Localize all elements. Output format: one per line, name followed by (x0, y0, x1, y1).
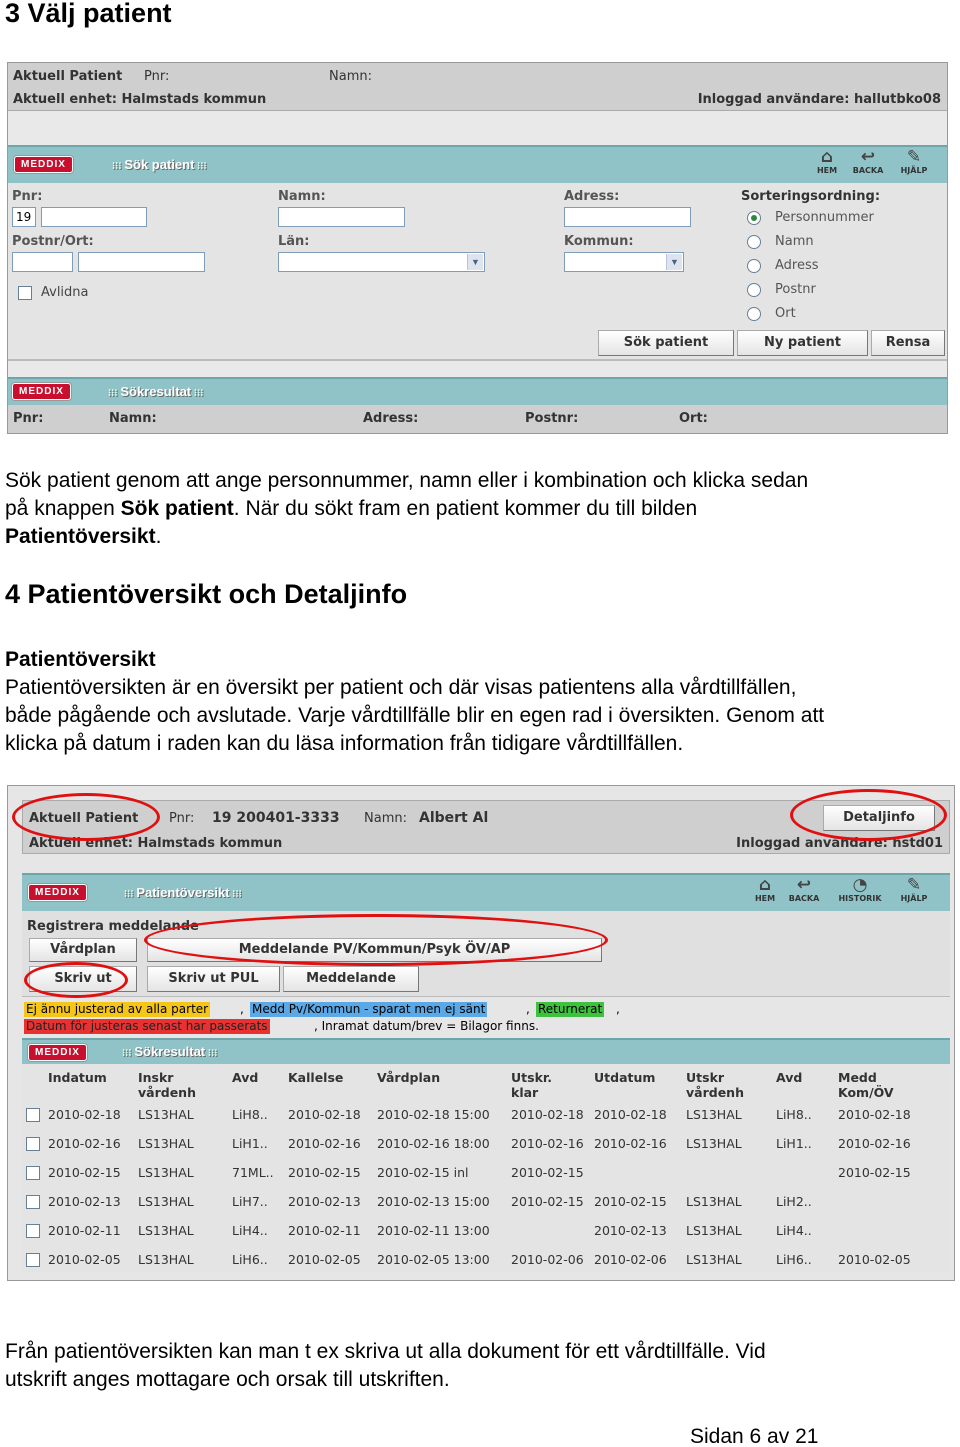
ort-input[interactable] (78, 252, 205, 272)
table-cell: 2010-02-15 (511, 1165, 584, 1180)
register-message-label: Registrera meddelande (27, 919, 199, 934)
table-cell: 2010-02-15 inl (377, 1165, 469, 1180)
table-cell: 2010-02-18 (594, 1107, 667, 1122)
sort-option-label: Postnr (775, 282, 816, 297)
table-cell: LS13HAL (686, 1252, 742, 1267)
legend-separator: , (616, 1002, 620, 1016)
search-panel-header (8, 145, 948, 183)
help-icon[interactable]: ✎ HJÄLP (900, 875, 928, 903)
avlidna-checkbox[interactable] (18, 286, 32, 300)
text-line: på knappen Sök patient. När du sökt fram en patient kommer du till bilden (5, 497, 698, 520)
name-field-label: Namn: (278, 189, 326, 204)
kommun-select[interactable] (564, 252, 684, 272)
table-cell: LiH1.. (776, 1136, 812, 1151)
table-cell: LiH6.. (232, 1252, 268, 1267)
column-header[interactable]: Avd (776, 1070, 803, 1085)
legend-yellow: Ej ännu justerad av alla parter (26, 1002, 209, 1016)
visit-table (22, 1070, 950, 1274)
dots-icon: ⁝⁝⁝ (108, 388, 121, 399)
table-cell: 2010-02-16 (511, 1136, 584, 1151)
table-header-row (22, 1070, 950, 1100)
row-checkbox-cell (22, 1129, 44, 1158)
overview-description (5, 646, 960, 758)
result-panel-title: ⁝⁝⁝ Sökresultat ⁝⁝⁝ (108, 384, 204, 399)
text-line: Från patientöversikten kan man t ex skriva ut alla dokument för ett vårdtillfälle. Vid (5, 1340, 766, 1363)
column-header[interactable]: Kallelse (288, 1070, 344, 1085)
table-cell: LiH8.. (776, 1107, 812, 1122)
text-line: utskrift anges mottagare och orsak till utskriften. (5, 1368, 450, 1391)
column-header[interactable]: Postnr: (525, 411, 579, 426)
address-field-label: Adress: (564, 189, 620, 204)
column-header[interactable]: Ort: (679, 411, 708, 426)
column-header[interactable]: Namn: (109, 411, 157, 426)
meddix-logo: MEDDIX (28, 1044, 87, 1061)
table-cell: 2010-02-16 (838, 1136, 911, 1151)
pnr-century-input[interactable]: 19 (12, 207, 36, 227)
legend-blue: Medd Pv/Kommun - sparat men ej sänt (252, 1002, 486, 1016)
result-panel-header (8, 377, 948, 405)
legend-green: Returnerat (538, 1002, 603, 1016)
table-cell: 2010-02-05 (288, 1252, 361, 1267)
table-cell[interactable]: 2010-02-15 (48, 1165, 121, 1180)
row-checkbox-cell (22, 1187, 44, 1216)
table-cell: 2010-02-05 (838, 1252, 911, 1267)
history-icon[interactable]: ◔ HISTORIK (838, 875, 882, 903)
message-pv-button[interactable]: Meddelande PV/Kommun/Psyk ÖV/AP (147, 938, 602, 962)
table-cell: LS13HAL (686, 1223, 742, 1238)
text-line: Sök patient genom att ange personnummer, namn eller i kombination och klicka sedan (5, 469, 809, 492)
table-cell: 2010-02-15 (288, 1165, 361, 1180)
result-panel-header (22, 1038, 950, 1064)
current-patient-label: Aktuell Patient (29, 811, 139, 826)
sort-radio-adress[interactable] (747, 259, 761, 273)
table-cell: LiH4.. (232, 1223, 268, 1238)
current-patient-label: Aktuell Patient (13, 69, 123, 84)
column-header[interactable]: Utskr. klar (511, 1070, 553, 1100)
table-cell: LS13HAL (686, 1194, 742, 1209)
table-cell (507, 1216, 590, 1245)
table-cell: 2010-02-18 15:00 (377, 1107, 490, 1122)
table-cell: LiH6.. (776, 1252, 812, 1267)
name-value: Albert Al (419, 810, 489, 826)
column-header[interactable]: Pnr: (13, 411, 44, 426)
table-cell: 2010-02-16 (288, 1136, 361, 1151)
row-checkbox-cell (22, 1158, 44, 1187)
result-table-area (22, 1064, 950, 1272)
vardplan-button[interactable]: Vårdplan (29, 938, 137, 962)
name-input[interactable] (278, 207, 405, 227)
meddix-logo: MEDDIX (14, 156, 73, 173)
sort-order-title: Sorteringsordning: (741, 189, 881, 204)
current-unit: Aktuell enhet: Halmstads kommun (29, 836, 283, 851)
section-heading-3: 3 Välj patient (5, 0, 172, 28)
highlight-ring (12, 793, 160, 841)
pnr-label: Pnr: (169, 811, 195, 826)
search-panel-title: ⁝⁝⁝ Sök patient ⁝⁝⁝ (112, 157, 207, 172)
dots-icon: ⁝⁝⁝ (112, 161, 125, 172)
dots-icon: ⁝⁝⁝ (191, 388, 204, 399)
status-legend (24, 1002, 948, 1036)
table-cell[interactable]: 2010-02-13 (48, 1194, 121, 1209)
table-cell: 2010-02-15 (838, 1165, 911, 1180)
logged-in-user: Inloggad användare: hstd01 (736, 836, 943, 851)
name-label: Namn: (329, 69, 372, 84)
chevron-down-icon: ▼ (666, 254, 682, 270)
avlidna-label: Avlidna (41, 285, 89, 300)
search-instructions (5, 467, 955, 551)
table-cell: 2010-02-13 (594, 1223, 667, 1238)
table-cell: 2010-02-06 (511, 1252, 584, 1267)
row-checkbox-cell (22, 1216, 44, 1245)
table-cell: 2010-02-16 (594, 1136, 667, 1151)
message-button[interactable]: Meddelande (283, 966, 419, 992)
legend-separator: , (240, 1002, 244, 1016)
pnr-label: Pnr: (144, 69, 170, 84)
table-cell[interactable]: 2010-02-18 (48, 1107, 121, 1122)
result-columns (8, 405, 948, 434)
subheading: Patientöversikt (5, 648, 156, 671)
legend-separator: , (526, 1002, 530, 1016)
highlight-ring (790, 789, 947, 841)
postnr-field-label: Postnr/Ort: (12, 234, 94, 249)
table-cell: 2010-02-11 (288, 1223, 361, 1238)
row-checkbox-cell (22, 1245, 44, 1274)
table-cell (834, 1187, 950, 1216)
row-checkbox-cell (22, 1100, 44, 1129)
table-cell: LS13HAL (686, 1107, 742, 1122)
table-cell (834, 1216, 950, 1245)
text-line: både pågående och avslutade. Varje vårdtillfälle blir en egen rad i översikten. Genom att (5, 704, 825, 727)
search-patient-button[interactable]: Sök patient (598, 330, 734, 356)
row-checkbox[interactable] (26, 1253, 40, 1267)
sort-option-label: Namn (775, 234, 814, 249)
legend-attachments-note: , Inramat datum/brev = Bilagor finns. (314, 1019, 539, 1033)
table-cell: 2010-02-13 15:00 (377, 1194, 490, 1209)
dots-icon: ⁝⁝⁝ (205, 1048, 218, 1059)
table-cell[interactable]: 2010-02-16 (48, 1136, 121, 1151)
table-row[interactable] (22, 1216, 950, 1245)
table-cell: LS13HAL (138, 1223, 194, 1238)
table-cell: 2010-02-13 (288, 1194, 361, 1209)
table-cell: 2010-02-11 13:00 (377, 1223, 490, 1238)
dots-icon: ⁝⁝⁝ (194, 161, 207, 172)
table-cell: 2010-02-05 13:00 (377, 1252, 490, 1267)
lan-select[interactable] (278, 252, 485, 272)
meddix-logo: MEDDIX (12, 383, 71, 400)
table-row[interactable] (22, 1129, 950, 1158)
back-icon[interactable]: ↩ BACKA (852, 147, 884, 175)
text-line: Patientöversikten är en översikt per patient och där visas patientens alla vårdtillfällen, (5, 676, 797, 699)
kommun-field-label: Kommun: (564, 234, 634, 249)
table-cell: LiH1.. (232, 1136, 268, 1151)
column-header[interactable]: Inskr vårdenh (138, 1070, 196, 1100)
table-cell: 2010-02-15 (511, 1194, 584, 1209)
highlight-ring (144, 914, 608, 966)
name-label: Namn: (364, 811, 407, 826)
row-checkbox[interactable] (26, 1137, 40, 1151)
table-cell: 2010-02-15 (594, 1194, 667, 1209)
highlight-ring (24, 962, 128, 998)
table-row[interactable] (22, 1158, 950, 1187)
column-header[interactable]: Vårdplan (377, 1070, 441, 1085)
current-patient-bar (8, 63, 948, 111)
address-input[interactable] (564, 207, 691, 227)
home-icon[interactable]: ⌂ HEM (816, 147, 838, 175)
text-line: Patientöversikt. (5, 525, 162, 548)
sort-radio-postnr[interactable] (747, 283, 761, 297)
table-cell: 2010-02-06 (594, 1252, 667, 1267)
table-cell: LS13HAL (138, 1136, 194, 1151)
table-cell: 2010-02-18 (838, 1107, 911, 1122)
row-checkbox[interactable] (26, 1108, 40, 1122)
table-cell (772, 1158, 834, 1187)
search-form (8, 183, 948, 361)
table-cell[interactable]: 2010-02-11 (48, 1223, 121, 1238)
clear-button[interactable]: Rensa (871, 330, 945, 356)
table-cell[interactable]: 2010-02-05 (48, 1252, 121, 1267)
table-cell (590, 1158, 682, 1187)
column-header[interactable]: Indatum (48, 1070, 107, 1085)
overview-panel-header (22, 873, 950, 911)
row-checkbox[interactable] (26, 1195, 40, 1209)
print-pul-button[interactable]: Skriv ut PUL (147, 966, 280, 992)
table-cell: LS13HAL (138, 1194, 194, 1209)
sort-radio-ort[interactable] (747, 307, 761, 321)
sort-radio-namn[interactable] (747, 235, 761, 249)
new-patient-button[interactable]: Ny patient (737, 330, 868, 356)
table-cell: 71ML.. (232, 1165, 274, 1180)
table-cell (682, 1158, 772, 1187)
table-cell: LiH7.. (232, 1194, 268, 1209)
column-header[interactable]: Medd Kom/ÖV (838, 1070, 894, 1100)
sort-option-label: Personnummer (775, 210, 874, 225)
search-patient-screenshot (7, 62, 948, 434)
table-cell: 2010-02-16 18:00 (377, 1136, 490, 1151)
row-checkbox[interactable] (26, 1166, 40, 1180)
print-instructions (5, 1338, 955, 1394)
table-cell: 2010-02-18 (288, 1107, 361, 1122)
help-icon[interactable]: ✎ HJÄLP (900, 147, 928, 175)
section-heading-4: 4 Patientöversikt och Detaljinfo (5, 579, 408, 609)
table-cell: 2010-02-18 (511, 1107, 584, 1122)
logged-in-user: Inloggad användare: hallutbko08 (697, 92, 941, 107)
overview-panel-title: ⁝⁝⁝ Patientöversikt ⁝⁝⁝ (124, 885, 242, 900)
detaljinfo-button[interactable]: Detaljinfo (823, 805, 935, 831)
column-header[interactable]: Utdatum (594, 1070, 656, 1085)
table-cell: LS13HAL (138, 1107, 194, 1122)
home-icon[interactable]: ⌂ HEM (754, 875, 776, 903)
sort-option-label: Ort (775, 306, 796, 321)
chevron-down-icon: ▼ (467, 254, 483, 270)
result-panel-title: ⁝⁝⁝ Sökresultat ⁝⁝⁝ (122, 1044, 218, 1059)
back-icon[interactable]: ↩ BACKA (788, 875, 820, 903)
meddix-logo: MEDDIX (28, 884, 87, 901)
sort-option-label: Adress (775, 258, 819, 273)
patient-overview-screenshot (7, 785, 955, 1281)
table-row[interactable] (22, 1187, 950, 1216)
table-cell: LiH2.. (776, 1194, 812, 1209)
column-header[interactable]: Avd (232, 1070, 259, 1085)
table-row[interactable] (22, 1245, 950, 1274)
column-header[interactable]: Adress: (363, 411, 419, 426)
postnr-input[interactable] (12, 252, 73, 272)
sort-radio-personnummer[interactable] (747, 211, 761, 225)
dots-icon: ⁝⁝⁝ (124, 889, 137, 900)
current-unit: Aktuell enhet: Halmstads kommun (13, 92, 267, 107)
lan-field-label: Län: (278, 234, 310, 249)
dots-icon: ⁝⁝⁝ (229, 889, 242, 900)
dots-icon: ⁝⁝⁝ (122, 1048, 135, 1059)
table-cell: LS13HAL (138, 1252, 194, 1267)
print-button[interactable]: Skriv ut (29, 966, 137, 992)
table-cell: LS13HAL (686, 1136, 742, 1151)
pnr-value: 19 200401-3333 (212, 810, 340, 826)
row-checkbox[interactable] (26, 1224, 40, 1238)
text-line: klicka på datum i raden kan du läsa information från tidigare vårdtillfällen. (5, 732, 684, 755)
pnr-input[interactable] (41, 207, 147, 227)
page-number: Sidan 6 av 21 (690, 1425, 819, 1447)
pnr-field-label: Pnr: (12, 189, 43, 204)
column-header[interactable]: Utskr vårdenh (686, 1070, 744, 1100)
table-cell: LiH8.. (232, 1107, 268, 1122)
legend-red: Datum för justeras senast har passerats (26, 1019, 268, 1033)
table-row[interactable] (22, 1100, 950, 1129)
table-cell: LiH4.. (776, 1223, 812, 1238)
table-cell: LS13HAL (138, 1165, 194, 1180)
